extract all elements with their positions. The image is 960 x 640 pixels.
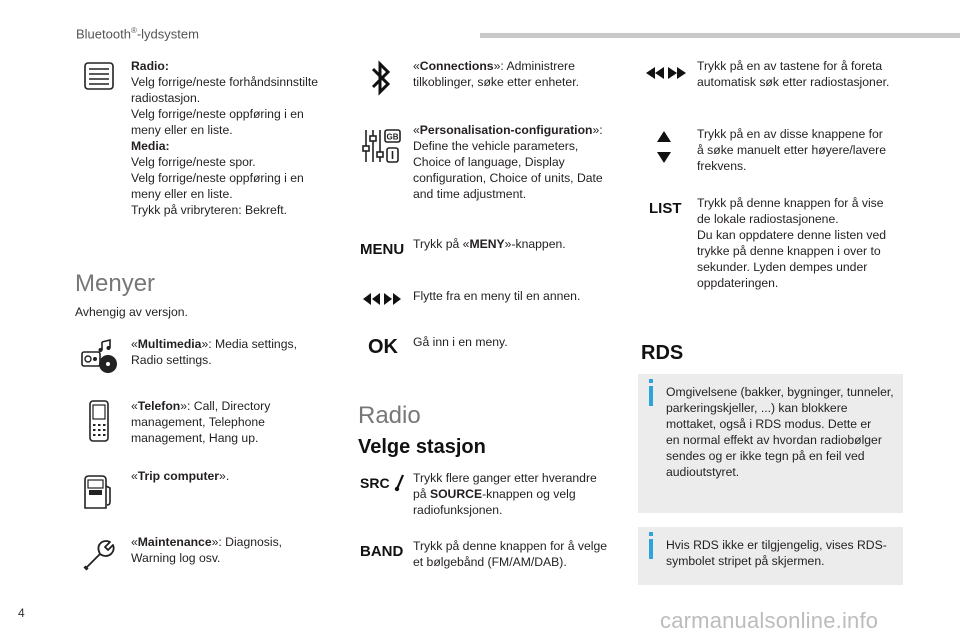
- section-heading-select-station: Velge stasjon: [358, 436, 486, 458]
- text-line: Du kan oppdatere denne listen ved: [697, 228, 887, 242]
- text-line: Radio:: [131, 59, 169, 73]
- updown-description: Trykk på en av disse knappene for å søke manuelt etter høyere/lavere frekvens.: [697, 127, 886, 173]
- section-heading-radio: Radio: [358, 402, 421, 429]
- text-line: de lokale radiostasjonene.: [697, 212, 839, 226]
- multimedia-description: «Multimedia»: Media settings, Radio settings.: [131, 337, 297, 367]
- prev-next-arrows-icon: [362, 292, 402, 306]
- text-line: Hvis RDS ikke er tilgjengelig, vises RDS-: [666, 538, 887, 552]
- menu-button-icon: MENU: [360, 241, 405, 258]
- header-bar: [480, 33, 960, 38]
- trip-computer-description: «Trip computer».: [131, 469, 230, 483]
- info-box-rds-unavailable: [638, 527, 903, 585]
- list-button-icon: LIST: [649, 200, 682, 217]
- text-line: trykke på denne knappen i over to: [697, 244, 881, 258]
- text-line: Trykk på vribryteren: Bekreft.: [131, 203, 287, 217]
- ok-button-icon: OK: [368, 336, 398, 358]
- text-line: oppdateringen.: [697, 276, 779, 290]
- band-button-icon: BAND: [360, 543, 404, 560]
- band-description: Trykk på denne knappen for å velge et bølgebånd (FM/AM/DAB).: [413, 539, 607, 569]
- text-line: meny eller en liste.: [131, 187, 233, 201]
- text-line: Omgivelsene (bakker, bygninger, tunneler,: [666, 385, 894, 399]
- arrows-description: Flytte fra en meny til en annen.: [413, 289, 581, 303]
- wrench-icon: [82, 538, 116, 572]
- connections-description: «Connections»: Administrere tilkoblinger, søke etter enheter.: [413, 59, 579, 89]
- text-line: symbolet stripet på skjermen.: [666, 554, 825, 568]
- text-line: Velg forrige/neste oppføring i en: [131, 107, 304, 121]
- multimedia-icon: [80, 338, 120, 374]
- text-line: Velg forrige/neste spor.: [131, 155, 256, 169]
- text-line: sekunder. Lyden dempes under: [697, 260, 868, 274]
- text-line: en normal effekt av hvordan radiobølger: [666, 433, 882, 447]
- radio-media-description: [131, 58, 318, 218]
- menu-button-description: Trykk på «MENY»-knappen.: [413, 237, 566, 251]
- svg-text:GB: GB: [386, 132, 399, 142]
- src-slash-icon: [394, 474, 406, 492]
- src-description: Trykk flere ganger etter hverandre på SOURCE-knappen og velg radiofunksjonen.: [413, 471, 597, 517]
- page-number: 4: [18, 606, 25, 620]
- text-line: Trykk på denne knappen for å vise: [697, 196, 884, 210]
- seek-arrows-icon: [645, 66, 687, 80]
- menu-list-icon: [84, 62, 114, 90]
- text-line: sendes og er ikke tegn på en feil ved: [666, 449, 865, 463]
- text-line: Velg forrige/neste forhåndsinnstilte: [131, 75, 318, 89]
- text-line: radiostasjon.: [131, 91, 201, 105]
- telefon-description: «Telefon»: Call, Directory management, Telephone management, Hang up.: [131, 399, 271, 445]
- settings-sliders-icon: [362, 126, 402, 166]
- section-heading-menus: Menyer: [75, 270, 156, 297]
- info-icon: [649, 386, 653, 406]
- up-down-arrows-icon: [656, 130, 672, 164]
- src-button-icon: SRC: [360, 475, 390, 491]
- text-line: parkeringskjeller, ...) kan blokkere: [666, 401, 848, 415]
- info-icon: [649, 539, 653, 559]
- text-line: audioutstyret.: [666, 465, 740, 479]
- section-heading-rds: RDS: [641, 342, 684, 364]
- personalisation-description: «Personalisation-configuration»: Define the vehicle parameters, Choice of language, Display configuration, Choice of units, Date and time adjustment.: [413, 123, 603, 201]
- seek-description: Trykk på en av tastene for å foreta automatisk søk etter radiostasjoner.: [697, 59, 890, 89]
- text-line: mottaket, også i RDS modus. Dette er: [666, 417, 872, 431]
- text-line: Media:: [131, 139, 170, 153]
- text-line: meny eller en liste.: [131, 123, 233, 137]
- menus-subtitle: Avhengig av versjon.: [75, 305, 188, 319]
- trip-computer-icon: [82, 474, 112, 510]
- list-description: [697, 195, 886, 291]
- text-line: Velg forrige/neste oppføring i en: [131, 171, 304, 185]
- info-box-obstacles: [638, 374, 903, 513]
- maintenance-description: «Maintenance»: Diagnosis, Warning log osv.: [131, 535, 283, 565]
- ok-description: Gå inn i en meny.: [413, 335, 508, 349]
- telephone-icon: [88, 400, 110, 442]
- watermark: carmanualsonline.info: [660, 608, 879, 633]
- page-header-title: Bluetooth®-lydsystem: [76, 26, 199, 42]
- bluetooth-icon: [370, 58, 392, 98]
